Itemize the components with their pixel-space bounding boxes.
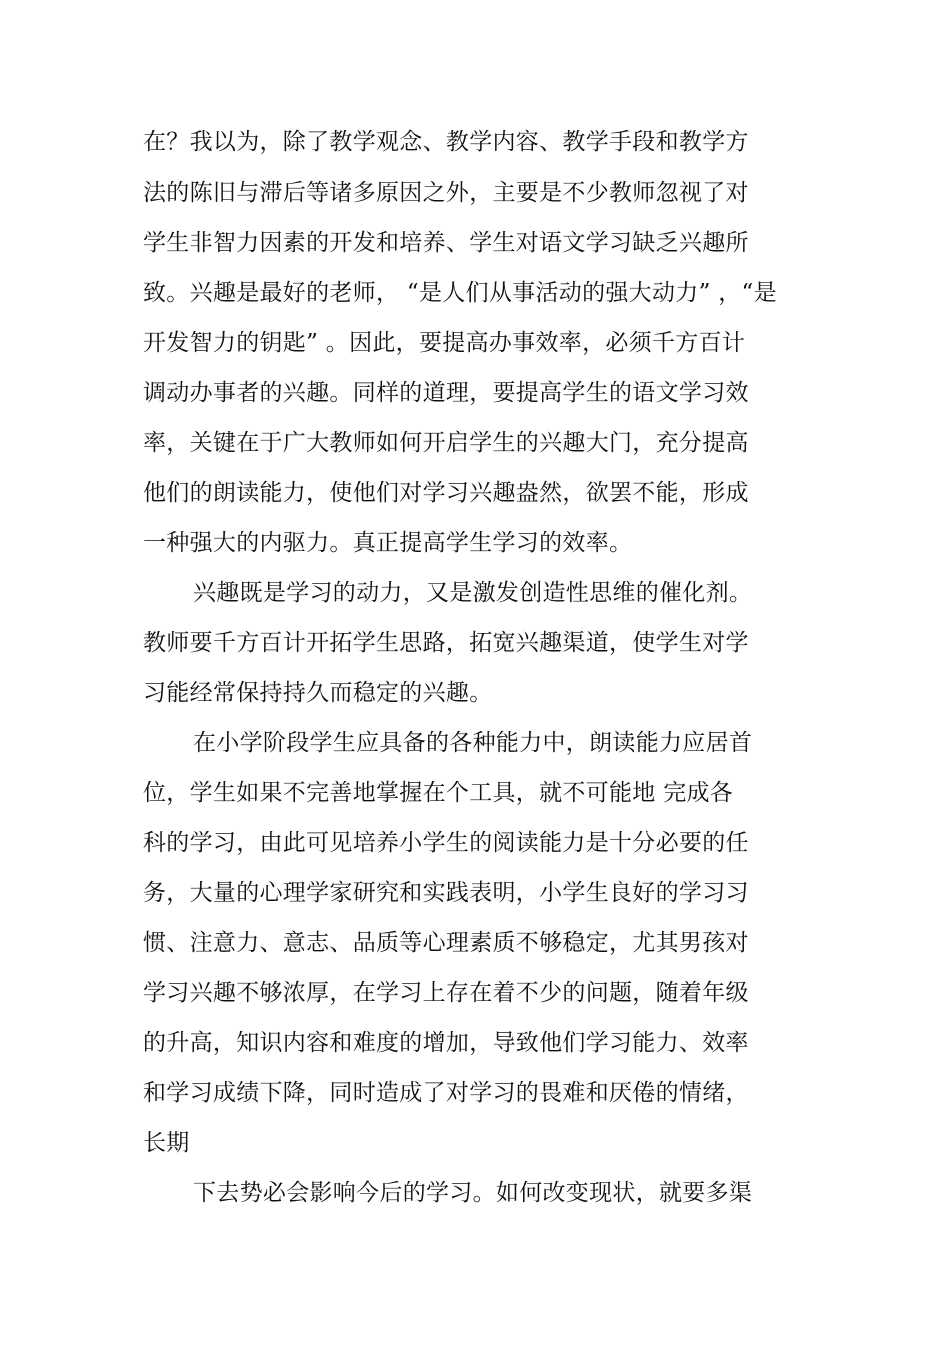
text-line: 学习兴趣不够浓厚，在学习上存在着不少的问题，随着年级 [143,980,749,1006]
text-line: 率，关键在于广大教师如何开启学生的兴趣大门，充分提高 [143,430,749,456]
text-line: 致。兴趣是最好的老师， “是人们从事活动的强大动力” ，“是 [143,280,777,306]
text-line: 惯、注意力、意志、品质等心理素质不够稳定，尤其男孩对 [143,930,749,956]
text-line: 在？我以为，除了教学观念、教学内容、教学手段和教学方 [143,129,749,155]
paragraph-first-line: 兴趣既是学习的动力，又是激发创造性思维的催化剂。 [193,580,753,606]
text-line: 开发智力的钥匙” 。因此，要提高办事效率，必须千方百计 [143,330,746,356]
text-line: 的升高，知识内容和难度的增加，导致他们学习能力、效率 [143,1030,749,1056]
text-line: 习能经常保持持久而稳定的兴趣。 [143,680,493,706]
text-line: 一种强大的内驱力。真正提高学生学习的效率。 [143,530,633,556]
text-line: 调动办事者的兴趣。同样的道理，要提高学生的语文学习效 [143,380,749,406]
text-line: 和学习成绩下降，同时造成了对学习的畏难和厌倦的情绪， [143,1080,749,1106]
text-line: 法的陈旧与滞后等诸多原因之外，主要是不少教师忽视了对 [143,180,749,206]
text-line: 他们的朗读能力，使他们对学习兴趣盎然，欲罢不能，形成 [143,480,749,506]
text-line: 科的学习，由此可见培养小学生的阅读能力是十分必要的任 [143,830,749,856]
paragraph-first-line: 下去势必会影响今后的学习。如何改变现状，就要多渠 [193,1180,753,1206]
text-line: 长期 [143,1130,190,1156]
text-line: 务，大量的心理学家研究和实践表明，小学生良好的学习习 [143,880,749,906]
text-line: 学生非智力因素的开发和培养、学生对语文学习缺乏兴趣所 [143,230,749,256]
text-line: 位，学生如果不完善地掌握在个工具，就不可能地 完成各 [143,780,734,806]
paragraph-first-line: 在小学阶段学生应具备的各种能力中，朗读能力应居首 [193,730,753,756]
text-line: 教师要千方百计开拓学生思路，拓宽兴趣渠道，使学生对学 [143,630,749,656]
